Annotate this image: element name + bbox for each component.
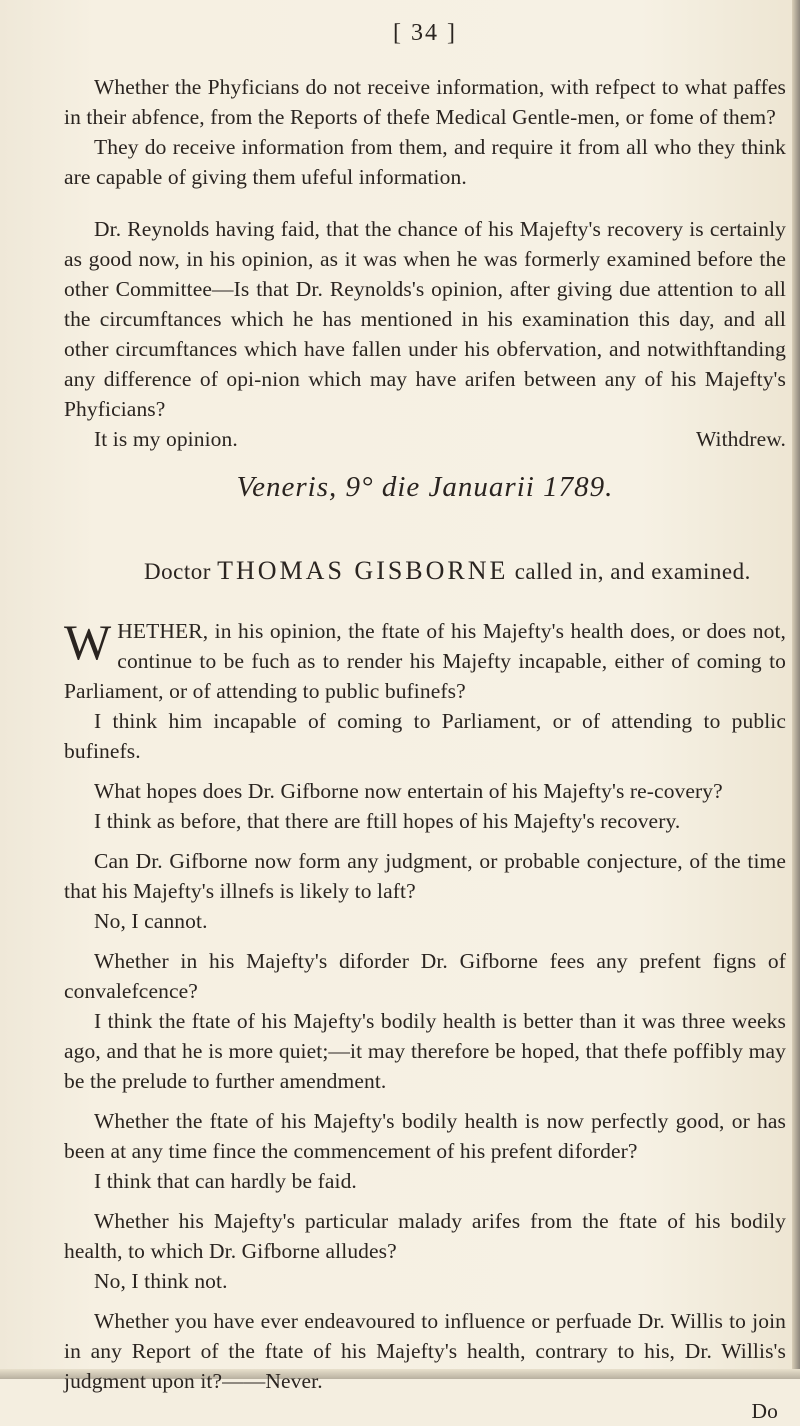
catchword: Do bbox=[751, 1399, 778, 1423]
question-text: HETHER, in his opinion, the ftate of his Majefty's health does, or does not, continue to be fuch as to render his Majefty incapable, either of coming to Parliament, or of attending to public bufinefs? bbox=[64, 619, 786, 703]
question-paragraph: Whether the ftate of his Majefty's bodily health is now perfectly good, or has been at any time fince the commencement of his prefent diforder? bbox=[64, 1109, 786, 1163]
answer-paragraph: I think him incapable of coming to Parliament, or of attending to public bufinefs. bbox=[64, 709, 786, 763]
answer-paragraph: They do receive information from them, and require it from all who they think are capable of giving them ufeful information. bbox=[64, 135, 786, 189]
page-number: [ 34 ] bbox=[393, 20, 457, 46]
answer-paragraph: No, I cannot. bbox=[94, 909, 208, 933]
witness-title: Doctor bbox=[144, 559, 211, 584]
page-edge-shadow bbox=[792, 0, 800, 1379]
question-paragraph bbox=[64, 616, 786, 706]
question-paragraph: Whether in his Majefty's diforder Dr. Gifborne fees any prefent figns of convalefcence? bbox=[64, 949, 786, 1003]
answer-paragraph: I think the ftate of his Majefty's bodily health is better than it was three weeks ago, and that he is more quiet;—it may therefore be hoped, that thefe poffibly may be the prelude to further amendment. bbox=[64, 1009, 786, 1093]
drop-cap: W bbox=[64, 614, 112, 670]
question-paragraph: Whether you have ever endeavoured to influence or perfuade Dr. Willis to join in any Report of the ftate of his Majefty's health, contrary to his, Dr. Willis's judgment upon it?——Never. bbox=[64, 1309, 786, 1393]
answer-paragraph: No, I think not. bbox=[94, 1269, 228, 1293]
witness-note: called in, and examined. bbox=[514, 559, 751, 584]
date-heading: Veneris, 9° die Januarii 1789. bbox=[236, 471, 614, 503]
witness-name: THOMAS GISBORNE bbox=[217, 556, 509, 585]
question-paragraph: Whether the Phyficians do not receive information, with refpect to what paffes in their abfence, from the Reports of thefe Medical Gentle-men, or fome of them? bbox=[64, 75, 786, 129]
testimony-block-2 bbox=[64, 616, 786, 1426]
answer-text: It is my opinion. bbox=[94, 427, 238, 451]
witness-heading bbox=[64, 556, 786, 587]
question-paragraph: Can Dr. Gifborne now form any judgment, or probable conjecture, of the time that his Majefty's illnefs is likely to laft? bbox=[64, 849, 786, 903]
testimony-block-1 bbox=[64, 72, 786, 454]
answer-paragraph: I think as before, that there are ftill hopes of his Majefty's recovery. bbox=[94, 809, 681, 833]
answer-paragraph: I think that can hardly be faid. bbox=[94, 1169, 357, 1193]
withdrew-note: Withdrew. bbox=[696, 427, 786, 451]
question-paragraph: Whether his Majefty's particular malady arifes from the ftate of his bodily health, to which Dr. Gifborne alludes? bbox=[64, 1209, 786, 1263]
answer-line bbox=[64, 424, 786, 454]
question-paragraph: What hopes does Dr. Gifborne now entertain of his Majefty's re-covery? bbox=[94, 779, 723, 803]
question-paragraph: Dr. Reynolds having faid, that the chance of his Majefty's recovery is certainly as good now, in his opinion, as it was when he was formerly examined before the other Committee—Is that Dr. Reynolds's opinion, after giving due attention to all the circumftances which he has mentioned in his examination this day, and all other circumftances which have fallen under his obfervation, and notwithftanding any difference of opi-nion which may have arifen between any of his Majefty's Phyficians? bbox=[64, 217, 786, 421]
